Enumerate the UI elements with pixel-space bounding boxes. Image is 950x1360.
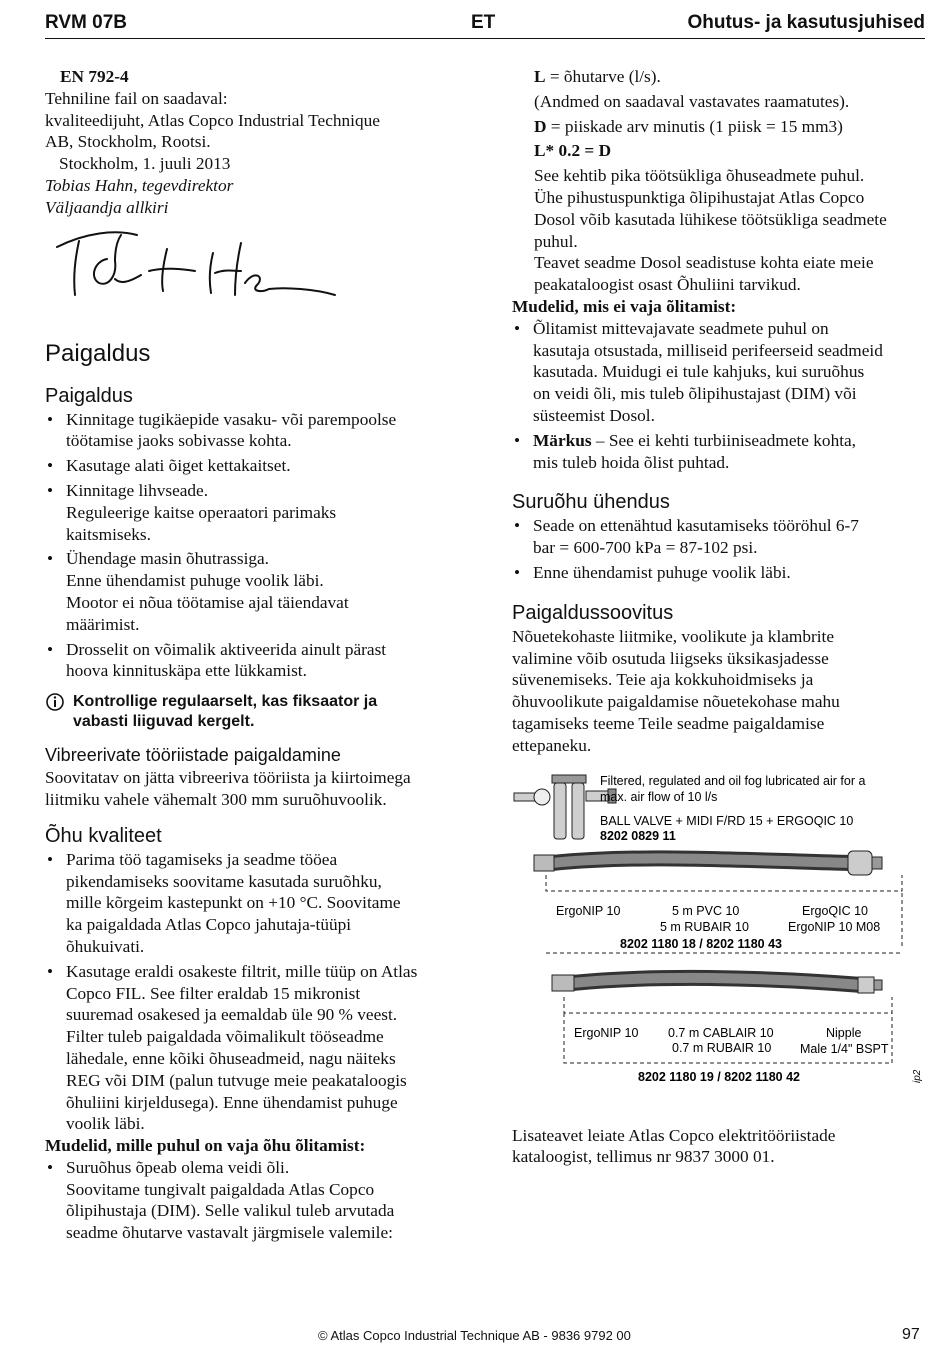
formula: L* 0.2 = D xyxy=(534,141,612,161)
oil-paragraph xyxy=(512,165,927,296)
text-line: töötamise jaoks sobivasse kohta. xyxy=(66,431,292,451)
text-line: süsteemist Dosol. xyxy=(533,405,655,425)
text-line: See kehtib pika töötsükliga õhuseadmete puhul. xyxy=(534,166,865,186)
text-line: Kinnitage tugikäepide vasaku- või parempoolse xyxy=(66,409,397,429)
air-quality-heading: Õhu kvaliteet xyxy=(45,824,162,847)
text-line: ettepaneku. xyxy=(512,735,592,755)
fig-text: BALL VALVE + MIDI F/RD 15 + ERGOQIC 10 xyxy=(600,813,854,828)
fig-text: Male 1/4" BSPT xyxy=(800,1041,889,1056)
text-line: Ühendage masin õhutrassiga. xyxy=(66,549,270,569)
fig-text: 8202 0829 11 xyxy=(600,828,676,843)
text-line: ka paigaldada Atlas Copco jahutaja-tüüpi xyxy=(66,915,352,935)
text-line: Teavet seadme Dosol seadistuse kohta eiate meie xyxy=(534,253,874,273)
hose-a xyxy=(534,851,882,875)
fig-text: max. air flow of 10 l/s xyxy=(600,789,718,804)
l-key: L xyxy=(534,67,546,86)
hose-b xyxy=(552,975,882,993)
text-line: Dosol võib kasutada lühikese töötsükliga seadmete xyxy=(534,209,887,229)
text-line: Copco FIL. See filter eraldab 15 mikronist xyxy=(66,983,361,1003)
bullet-item: • Suruõhus õpeab olema veidi õli. Soovitame tungivalt paigaldada Atlas Copco õlipihustaja (DIM). Selle valikul tuleb arvutada seadme õhutarve vastavalt järgmisele valemile: xyxy=(45,1157,465,1244)
vibration-text: liitmiku vahele vähemalt 300 mm suruõhuvoolik. xyxy=(45,789,387,809)
signature xyxy=(45,219,465,339)
text-line: õhuliini kirjeldusega). Enne ühendamist puhuge xyxy=(66,1092,398,1112)
connection-heading: Suruõhu ühendus xyxy=(512,491,670,514)
l-text: = õhutarve (l/s). xyxy=(545,67,661,86)
note-text: vabasti liiguvad kergelt. xyxy=(73,713,255,731)
text-line: kasutaja otsustada, milliseid perifeerseid seadmeid xyxy=(533,340,883,360)
text-line: bar = 600-700 kPa = 87-102 psi. xyxy=(533,538,758,558)
bullet-item: • Ühendage masin õhutrassiga. Enne ühendamist puhuge voolik läbi. Mootor ei nõua töötamise ajal täiendavat määrimist. xyxy=(45,548,465,635)
text-line: Mootor ei nõua töötamise ajal täiendavat xyxy=(66,592,349,612)
text-line: määrimist. xyxy=(66,614,140,634)
page-number: 97 xyxy=(902,1326,920,1343)
bullet-item: • Kasutage alati õiget kettakaitset. xyxy=(45,455,465,477)
text-line: Õlitamist mittevajavate seadmete puhul on xyxy=(533,318,829,338)
vibration-text: Soovitatav on jätta vibreeriva tööriista ja kiirtoimega xyxy=(45,768,411,788)
oil-heading: Mudelid, mille puhul on vaja õhu õlitamist: xyxy=(45,1136,366,1156)
bullet-item: • Õlitamist mittevajavate seadmete puhul on kasutaja otsustada, milliseid perifeerseid seadmeid kasutada. Muidugi ei tule kahjuks, kui suruõhus on veidi õli, mis tuleb õlipihustajast (DIM) või süsteemist Dosol. xyxy=(512,318,927,427)
oil-list xyxy=(45,1157,465,1244)
model-name: RVM 07B xyxy=(45,12,128,33)
hose-figure xyxy=(512,763,927,1115)
text-line: õhuvoolikute paigaldamise nõuetekohase mahu xyxy=(512,692,840,712)
text-line: hoova kinnituskäpa ette lükkamist. xyxy=(66,661,307,681)
d-key: D xyxy=(534,116,547,136)
bullet-line: – See ei kehti turbiiniseadmete kohta, xyxy=(591,430,857,450)
text-line: Nõuetekohaste liitmike, voolikute ja klambrite xyxy=(512,626,835,646)
text-line: Kasutage alati õiget kettakaitset. xyxy=(66,456,291,476)
catalogue-note xyxy=(512,1125,927,1169)
fig-text: Nipple xyxy=(826,1025,862,1040)
vibration-heading: Vibreerivate tööriistade paigaldamine xyxy=(45,745,341,766)
bullet-line: mis tuleb hoida õlist puhtad. xyxy=(533,452,730,472)
data-note: (Andmed on saadaval vastavates raamatutes). xyxy=(534,91,850,111)
text-line: on veidi õli, mis tuleb õlipihustajast (DIM) või xyxy=(533,384,857,404)
tech-file-line: Tehniline fail on saadaval: xyxy=(45,88,228,108)
text-line: Suruõhus õpeab olema veidi õli. xyxy=(66,1157,290,1177)
text-line: Soovitame tungivalt paigaldada Atlas Copco xyxy=(66,1179,375,1199)
figure-code: ip2 xyxy=(912,1069,923,1083)
text-line: Ühe pihustuspunktiga õlipihustajat Atlas Copco xyxy=(534,187,865,207)
text-line: pikendamiseks soovitame kasutada suruõhku, xyxy=(66,871,382,891)
fig-text: ErgoNIP 10 xyxy=(574,1025,639,1040)
tech-file-line: kvaliteedijuht, Atlas Copco Industrial Technique xyxy=(45,110,380,130)
fig-text: 5 m PVC 10 xyxy=(672,903,740,918)
text-line: kasutada. Muidugi ei tule kahjuks, kui suruõhus xyxy=(533,362,865,382)
bullet-item: • Drosselit on võimalik aktiveerida ainult pärast hoova kinnituskäpa ette lükkamist. xyxy=(45,639,465,683)
signature-image xyxy=(45,219,345,329)
page-header xyxy=(45,10,925,39)
bullet-item: • Kinnitage lihvseade. Reguleerige kaitse operaatori parimaks kaitsmiseks. xyxy=(45,480,465,545)
text-line: lähedale, enne kõiki õhuseadmeid, nagu näiteks xyxy=(66,1048,396,1068)
recommendation-heading: Paigaldussoovitus xyxy=(512,601,674,624)
bullet-item: • Enne ühendamist puhuge voolik läbi. xyxy=(512,562,927,584)
install-heading: Paigaldus xyxy=(45,384,133,407)
place-date: Stockholm, 1. juuli 2013 xyxy=(59,154,231,174)
section-title: Paigaldus xyxy=(45,339,151,367)
document-title: Ohutus- ja kasutusjuhised xyxy=(687,12,925,33)
fig-text: 8202 1180 18 / 8202 1180 43 xyxy=(620,936,782,951)
air-quality-list xyxy=(45,849,465,1135)
signatory: Tobias Hahn, tegevdirektor xyxy=(45,175,234,195)
bullet-item: • Parima töö tagamiseks ja seadme tööea pikendamiseks soovitame kasutada suruõhku, mille kõrgeim kastepunkt on +10 °C. Soovitame ka paigaldada Atlas Copco jahutaja-tüüpi õhukuivati. xyxy=(45,849,465,958)
standard-ref: EN 792-4 xyxy=(60,67,129,86)
install-list xyxy=(45,409,465,683)
fig-text: 0.7 m CABLAIR 10 xyxy=(668,1025,774,1040)
text-line: REG või DIM (palun tutvuge meie peakataloogis xyxy=(66,1070,407,1090)
text-line: Enne ühendamist puhuge voolik läbi. xyxy=(533,562,791,582)
text-line: peakataloogist osast Õhuliini tarvikud. xyxy=(534,275,801,295)
language-code: ET xyxy=(471,12,496,33)
text-line: Drosselit on võimalik aktiveerida ainult pärast xyxy=(66,639,387,659)
text-line: Enne ühendamist puhuge voolik läbi. xyxy=(66,571,324,591)
fig-text: ErgoQIC 10 xyxy=(802,903,869,918)
note-label: Märkus xyxy=(533,430,592,450)
text-line: Parima töö tagamiseks ja seadme tööea xyxy=(66,849,338,869)
left-column xyxy=(45,66,465,1244)
info-icon xyxy=(45,692,73,732)
text-line: Reguleerige kaitse operaatori parimaks xyxy=(66,502,337,522)
fig-text: ErgoNIP 10 M08 xyxy=(788,919,881,934)
signature-label: Väljaandja allkiri xyxy=(45,197,169,217)
text-line: suuremad osakesed ja eemaldab üle 90 % veest. xyxy=(66,1005,398,1025)
text-line: seadme õhutarve vastavalt järgmisele valemile: xyxy=(66,1223,393,1243)
fig-text: 8202 1180 19 / 8202 1180 42 xyxy=(638,1069,800,1084)
note xyxy=(45,692,465,732)
fig-text: 0.7 m RUBAIR 10 xyxy=(672,1040,772,1055)
recommendation-text xyxy=(512,626,927,757)
text-line: kaitsmiseks. xyxy=(66,524,151,544)
tech-file-line: AB, Stockholm, Rootsi. xyxy=(45,132,211,152)
fig-text: Filtered, regulated and oil fog lubricated air for a xyxy=(600,773,866,788)
text-line: Filter tuleb paigaldada võimalikult tööseadme xyxy=(66,1027,384,1047)
text-line: mille kõrgeim kastepunkt on +10 °C. Soovitame xyxy=(66,893,401,913)
text-line: süvenemiseks. Teie aja kokkuhoidmiseks ja xyxy=(512,670,814,690)
connection-list xyxy=(512,515,927,583)
text-line: Seade on ettenähtud kasutamiseks tööröhul 6-7 xyxy=(533,516,859,536)
text-line: Kasutage eraldi osakeste filtrit, mille tüüp on Atlas xyxy=(66,961,418,981)
text-line: tagamiseks teeme Teile seadme paigaldamise xyxy=(512,713,825,733)
text-line: õlipihustaja (DIM). Selle valikul tuleb arvutada xyxy=(66,1201,395,1221)
no-oil-heading: Mudelid, mis ei vaja õlitamist: xyxy=(512,296,737,316)
text-line: valimine võib osutuda liigseks üksikasjadesse xyxy=(512,648,829,668)
text-line: õhukuivati. xyxy=(66,936,145,956)
bullet-item: • Märkus – See ei kehti turbiiniseadmete kohta, mis tuleb hoida õlist puhtad. xyxy=(514,430,857,472)
d-text: = piiskade arv minutis (1 piisk = 15 mm3) xyxy=(546,116,843,136)
text-line: Kinnitage lihvseade. xyxy=(66,480,209,500)
note-text: Kontrollige regulaarselt, kas fiksaator ja xyxy=(73,693,378,711)
text-line: voolik läbi. xyxy=(66,1114,145,1134)
bullet-item: • Seade on ettenähtud kasutamiseks tööröhul 6-7 bar = 600-700 kPa = 87-102 psi. xyxy=(512,515,927,559)
text-line: Lisateavet leiate Atlas Copco elektritööriistade xyxy=(512,1125,836,1145)
text-line: kataloogist, tellimus nr 9837 3000 01. xyxy=(512,1147,775,1167)
bullet-item: • Kasutage eraldi osakeste filtrit, mille tüüp on Atlas Copco FIL. See filter eraldab 15 mikronist suuremad osakesed ja eemaldab üle 90 % veest. Filter tuleb paigaldada võimalikult tööseadme lähedale, enne kõiki õhuseadmeid, nagu näiteks REG või DIM (palun tutvuge meie peakataloogis õhuliini kirjeldusega). Enne ühendamist puhuge voolik läbi. xyxy=(45,961,465,1135)
fig-text: ErgoNIP 10 xyxy=(556,903,621,918)
fig-text: 5 m RUBAIR 10 xyxy=(660,919,749,934)
text-line: puhul. xyxy=(534,231,578,251)
copyright: © Atlas Copco Industrial Technique AB - 9836 9792 00 xyxy=(318,1328,631,1343)
bullet-item: • Kinnitage tugikäepide vasaku- või parempoolse töötamise jaoks sobivasse kohta. xyxy=(45,409,465,453)
right-column xyxy=(512,66,927,1168)
